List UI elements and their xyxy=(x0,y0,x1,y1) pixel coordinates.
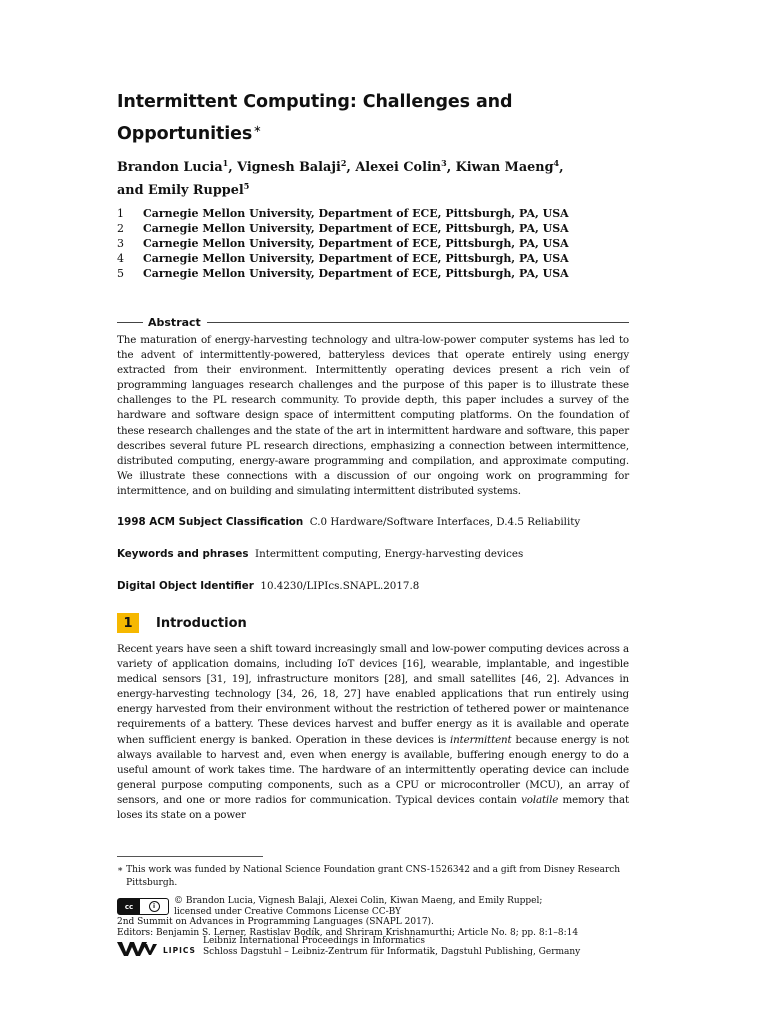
cc-icon: cc xyxy=(118,899,140,914)
license-text: © Brandon Lucia, Vignesh Balaji, Alexei Colin, Kiwan Maeng, and Emily Ruppel; licensed under Creative Commons License CC-BY xyxy=(174,896,543,917)
abstract-heading: Abstract xyxy=(117,316,629,329)
lipics-info: Leibniz International Proceedings in Informatics Schloss Dagstuhl – Leibniz-Zentrum für Informatik, Dagstuhl Publishing, Germany xyxy=(203,936,581,957)
affiliation-item: 3 Carnegie Mellon University, Department of ECE, Pittsburgh, PA, USA xyxy=(117,237,569,250)
acm-classification: 1998 ACM Subject Classification C.0 Hardware/Software Interfaces, D.4.5 Reliability xyxy=(117,516,581,528)
lipics-wordmark: LIPICS xyxy=(163,946,196,955)
divider xyxy=(117,322,143,323)
author: Alexei Colin$^3$, xyxy=(355,158,456,175)
section-heading xyxy=(117,613,247,633)
author-list xyxy=(117,154,629,200)
by-icon: i xyxy=(149,901,160,912)
author: Kiwan Maeng$^4$, xyxy=(455,158,564,175)
author: Vignesh Balaji$^2$, xyxy=(237,158,356,175)
affiliation-item: 2 Carnegie Mellon University, Department of ECE, Pittsburgh, PA, USA xyxy=(117,222,569,235)
affiliation-item: 5 Carnegie Mellon University, Department of ECE, Pittsburgh, PA, USA xyxy=(117,267,569,280)
cc-by-license-badge xyxy=(117,898,169,915)
section-title: Introduction xyxy=(156,615,247,631)
divider xyxy=(207,322,629,323)
title-footnote-mark: ∗ xyxy=(253,124,262,135)
intro-paragraph: Recent years have seen a shift toward increasingly small and low-power computing devices across a variety of application domains, including IoT devices [16], wearable, implantable, and ingestible medical sensors [31, 19], infrastructure monitors [28], and small satellites [46, 2]. Advances in energy-harvesting technology [34, 26, 18, 27] have enabled applications that run entirely using energy harvested from their environment without the restriction of tethered power or maintenance requirements of a battery. These devices harvest and buffer energy as it is available and operate when sufficient energy is banked. Operation in these devices is intermittent because energy is not always available to harvest and, even when energy is available, buffering enough energy to do a useful amount of work takes time. The hardware of an intermittently operating device can include general purpose computing components, such as a CPU or microcontroller (MCU), an array of sensors, and one or more radios for communication. Typical devices contain volatile memory that loses its state on a power xyxy=(117,643,629,822)
paper-title: Intermittent Computing: Challenges and Opportunities∗ xyxy=(117,92,513,144)
section-number: 1 xyxy=(117,613,139,633)
doi: Digital Object Identifier 10.4230/LIPIcs.SNAPL.2017.8 xyxy=(117,580,420,592)
lipics-logo xyxy=(117,938,197,958)
footnote-rule xyxy=(117,856,263,857)
footnote: ∗ This work was funded by National Science Foundation grant CNS-1526342 and a gift from Disney Research Pittsburgh. xyxy=(117,865,621,888)
abstract-body: The maturation of energy-harvesting technology and ultra-low-power computer systems has led to the advent of intermittently-powered, batteryless devices that operate entirely using energy extracted from their environment. Intermittently operating devices present a rich vein of programming languages research challenges and the purpose of this paper is to illustrate these challenges to the PL research community. To provide depth, this paper includes a survey of the hardware and software design space of intermittent computing platforms. On the foundation of these research challenges and the state of the art in intermittent hardware and software, this paper describes several future PL research directions, emphasizing a connection between intermittence, distributed computing, energy-aware programming and compilation, and approximate computing. We illustrate these connections with a discussion of our ongoing work on programming for intermittence, and on building and simulating intermittent distributed systems. xyxy=(117,334,629,497)
author: and Emily Ruppel$^5$ xyxy=(117,181,250,198)
affiliation-item: 1 Carnegie Mellon University, Department of ECE, Pittsburgh, PA, USA xyxy=(117,207,569,220)
conference-info: 2nd Summit on Advances in Programming Languages (SNAPL 2017). Editors: Benjamin S. Lerner, Rastislav Bodík, and Shriram Krishnamurthi; Article No. 8; pp. 8:1–8:14 xyxy=(117,917,579,938)
author: Brandon Lucia$^1$, xyxy=(117,158,238,175)
affiliation-list xyxy=(117,206,629,281)
keywords: Keywords and phrases Intermittent computing, Energy-harvesting devices xyxy=(117,548,524,560)
affiliation-item: 4 Carnegie Mellon University, Department of ECE, Pittsburgh, PA, USA xyxy=(117,252,569,265)
